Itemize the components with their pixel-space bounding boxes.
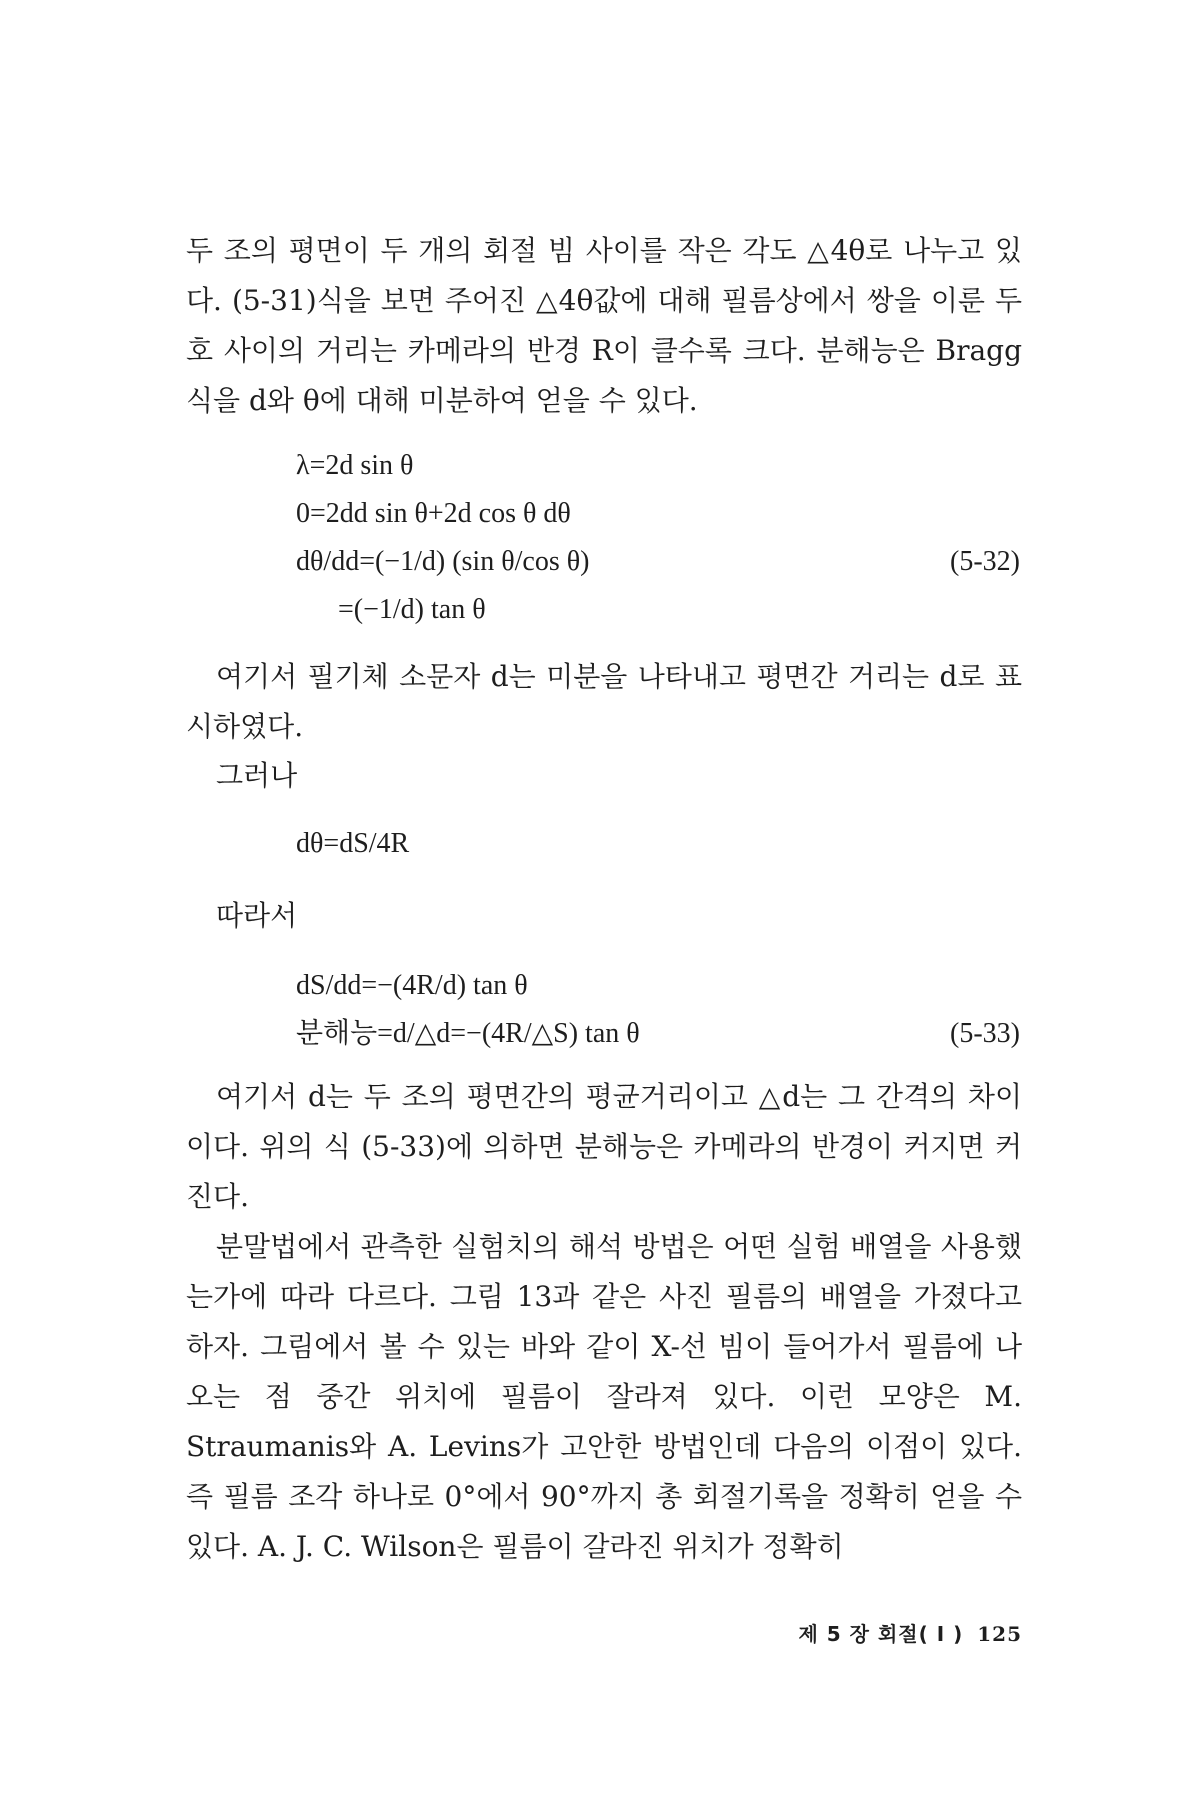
equation-dtheta-ds: dθ=dS/4R: [296, 828, 410, 859]
page-number: 125: [977, 1622, 1022, 1646]
chapter-title: 제 5 장 회절( I ): [798, 1622, 964, 1646]
equation-dtheta-dd: dθ/dd=(−1/d) (sin θ/cos θ): [296, 546, 590, 577]
equation-bragg: λ=2d sin θ: [296, 450, 414, 481]
paragraph-resolution-intro: 두 조의 평면이 두 개의 회절 빔 사이를 작은 각도 △4θ로 나누고 있다. (5-31)식을 보면 주어진 △4θ값에 대해 필름상에서 쌍을 이룬 두 호 사이의 거리는 카메라의 반경 R이 클수록 크다. 분해능은 Bragg식을 d와 θ에 대해 미분하여 얻을 수 있다.: [186, 234, 1022, 417]
paragraph-mean-distance: 여기서 d는 두 조의 평면간의 평균거리이고 △d는 그 간격의 차이이다. 위의 식 (5-33)에 의하면 분해능은 카메라의 반경이 커지면 커진다.: [186, 1080, 1022, 1213]
equation-resolving-power: 분해능=d/△d=−(4R/△S) tan θ: [296, 1018, 640, 1049]
equation-ds-dd: dS/dd=−(4R/d) tan θ: [296, 970, 528, 1001]
paragraph-notation: 여기서 필기체 소문자 d는 미분을 나타내고 평면간 거리는 d로 표시하였다.: [186, 660, 1022, 743]
word-therefore: 따라서: [216, 899, 298, 932]
equation-differential: 0=2dd sin θ+2d cos θ dθ: [296, 498, 571, 529]
word-however: 그러나: [216, 759, 298, 792]
equation-number-5-33: (5-33): [950, 1018, 1020, 1049]
equation-number-5-32: (5-32): [950, 546, 1020, 577]
paragraph-powder-method: 분말법에서 관측한 실험치의 해석 방법은 어떤 실험 배열을 사용했는가에 따라 다르다. 그림 13과 같은 사진 필름의 배열을 가졌다고 하자. 그림에서 볼 수 있는 바와 같이 X-선 빔이 들어가서 필름에 나오는 점 중간 위치에 필름이 잘라져 있다. 이런 모양은 M. Straumanis와 A. Levins가 고안한 방법인데 다음의 이점이 있다. 즉 필름 조각 하나로 0°에서 90°까지 총 회절기록을 정확히 얻을 수 있다. A. J. C. Wilson은 필름이 갈라진 위치가 정확히: [186, 1230, 1022, 1563]
page-footer: [740, 1618, 1022, 1647]
equation-tan-result: =(−1/d) tan θ: [338, 594, 486, 625]
